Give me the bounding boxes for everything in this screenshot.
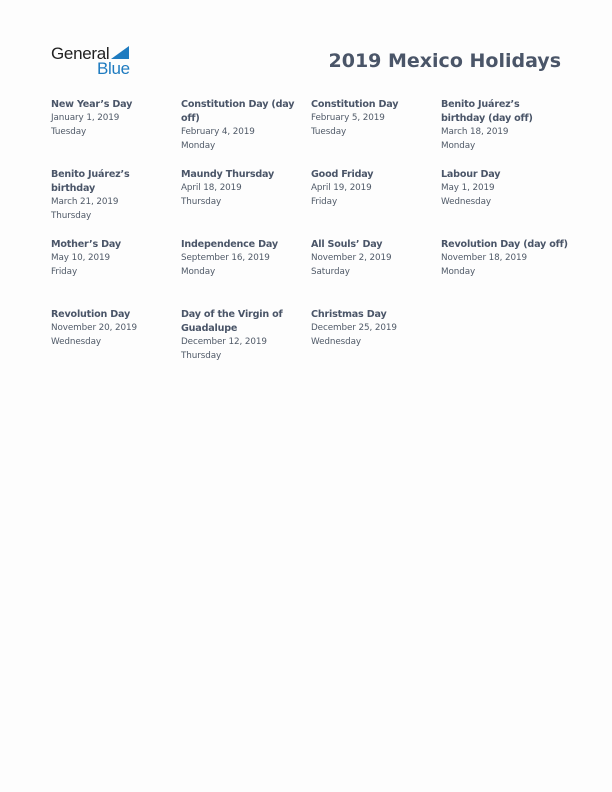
- holiday-weekday: Monday: [181, 266, 216, 277]
- holiday-name: Mother’s Day: [51, 239, 121, 250]
- holiday-name: Labour Day: [441, 169, 501, 180]
- holiday-date: March 21, 2019: [51, 197, 119, 207]
- holiday-item: [51, 238, 173, 280]
- page-title: 2019 Mexico Holidays: [328, 50, 561, 72]
- holiday-item: [311, 98, 433, 140]
- holiday-weekday: Friday: [311, 196, 338, 207]
- holiday-item: [181, 238, 303, 280]
- holiday-date: May 1, 2019: [441, 183, 495, 193]
- holiday-weekday: Tuesday: [311, 126, 347, 137]
- holiday-weekday: Saturday: [311, 266, 350, 277]
- holiday-name: Good Friday: [311, 169, 374, 180]
- holiday-date: September 16, 2019: [181, 253, 270, 263]
- holiday-weekday: Wednesday: [311, 336, 362, 347]
- holiday-date: November 20, 2019: [51, 323, 138, 333]
- holiday-name: Benito Juárez’s birthday (day off): [441, 99, 533, 124]
- holiday-weekday: Thursday: [51, 210, 92, 221]
- holiday-date: November 18, 2019: [441, 253, 528, 263]
- logo-word-blue: Blue: [97, 59, 130, 78]
- logo-triangle-icon: [111, 46, 129, 59]
- holiday-name: Revolution Day: [51, 309, 131, 320]
- holiday-item: [181, 98, 303, 154]
- holiday-item: [441, 238, 571, 280]
- holiday-weekday: Friday: [51, 266, 78, 277]
- holiday-name: Revolution Day (day off): [441, 239, 568, 250]
- holiday-name: Independence Day: [181, 239, 278, 250]
- holiday-item: [51, 168, 173, 224]
- holiday-item: [311, 238, 433, 280]
- holiday-weekday: Monday: [441, 140, 476, 151]
- holiday-name: Benito Juárez’s birthday: [51, 169, 130, 194]
- holiday-weekday: Thursday: [181, 196, 222, 207]
- holiday-name: Constitution Day (day off): [181, 99, 295, 124]
- holiday-date: November 2, 2019: [311, 253, 392, 263]
- holiday-item: [441, 98, 563, 154]
- holiday-item: [311, 168, 433, 210]
- holiday-name: Christmas Day: [311, 309, 387, 320]
- holiday-weekday: Monday: [181, 140, 216, 151]
- holiday-date: February 4, 2019: [181, 127, 255, 137]
- holiday-date: April 19, 2019: [311, 183, 372, 193]
- holiday-date: February 5, 2019: [311, 113, 385, 123]
- holiday-date: April 18, 2019: [181, 183, 242, 193]
- holiday-name: Maundy Thursday: [181, 169, 275, 180]
- holiday-date: March 18, 2019: [441, 127, 509, 137]
- holiday-name: Day of the Virgin of Guadalupe: [181, 309, 283, 334]
- holiday-weekday: Wednesday: [51, 336, 102, 347]
- holiday-name: New Year’s Day: [51, 99, 133, 110]
- holiday-item: [181, 308, 303, 364]
- holiday-item: [181, 168, 303, 210]
- logo: [51, 44, 141, 78]
- holiday-item: [441, 168, 563, 210]
- logo-word-general: General: [51, 44, 110, 63]
- holiday-date: December 12, 2019: [181, 337, 267, 347]
- holiday-item: [51, 98, 173, 140]
- holiday-date: May 10, 2019: [51, 253, 110, 263]
- holiday-name: All Souls’ Day: [311, 239, 383, 250]
- holiday-weekday: Thursday: [181, 350, 222, 361]
- holiday-item: [311, 308, 433, 350]
- holiday-weekday: Wednesday: [441, 196, 492, 207]
- holiday-date: December 25, 2019: [311, 323, 397, 333]
- holiday-name: Constitution Day: [311, 99, 399, 110]
- holiday-date: January 1, 2019: [51, 113, 120, 123]
- holiday-weekday: Monday: [441, 266, 476, 277]
- holiday-item: [51, 308, 173, 350]
- holiday-weekday: Tuesday: [51, 126, 87, 137]
